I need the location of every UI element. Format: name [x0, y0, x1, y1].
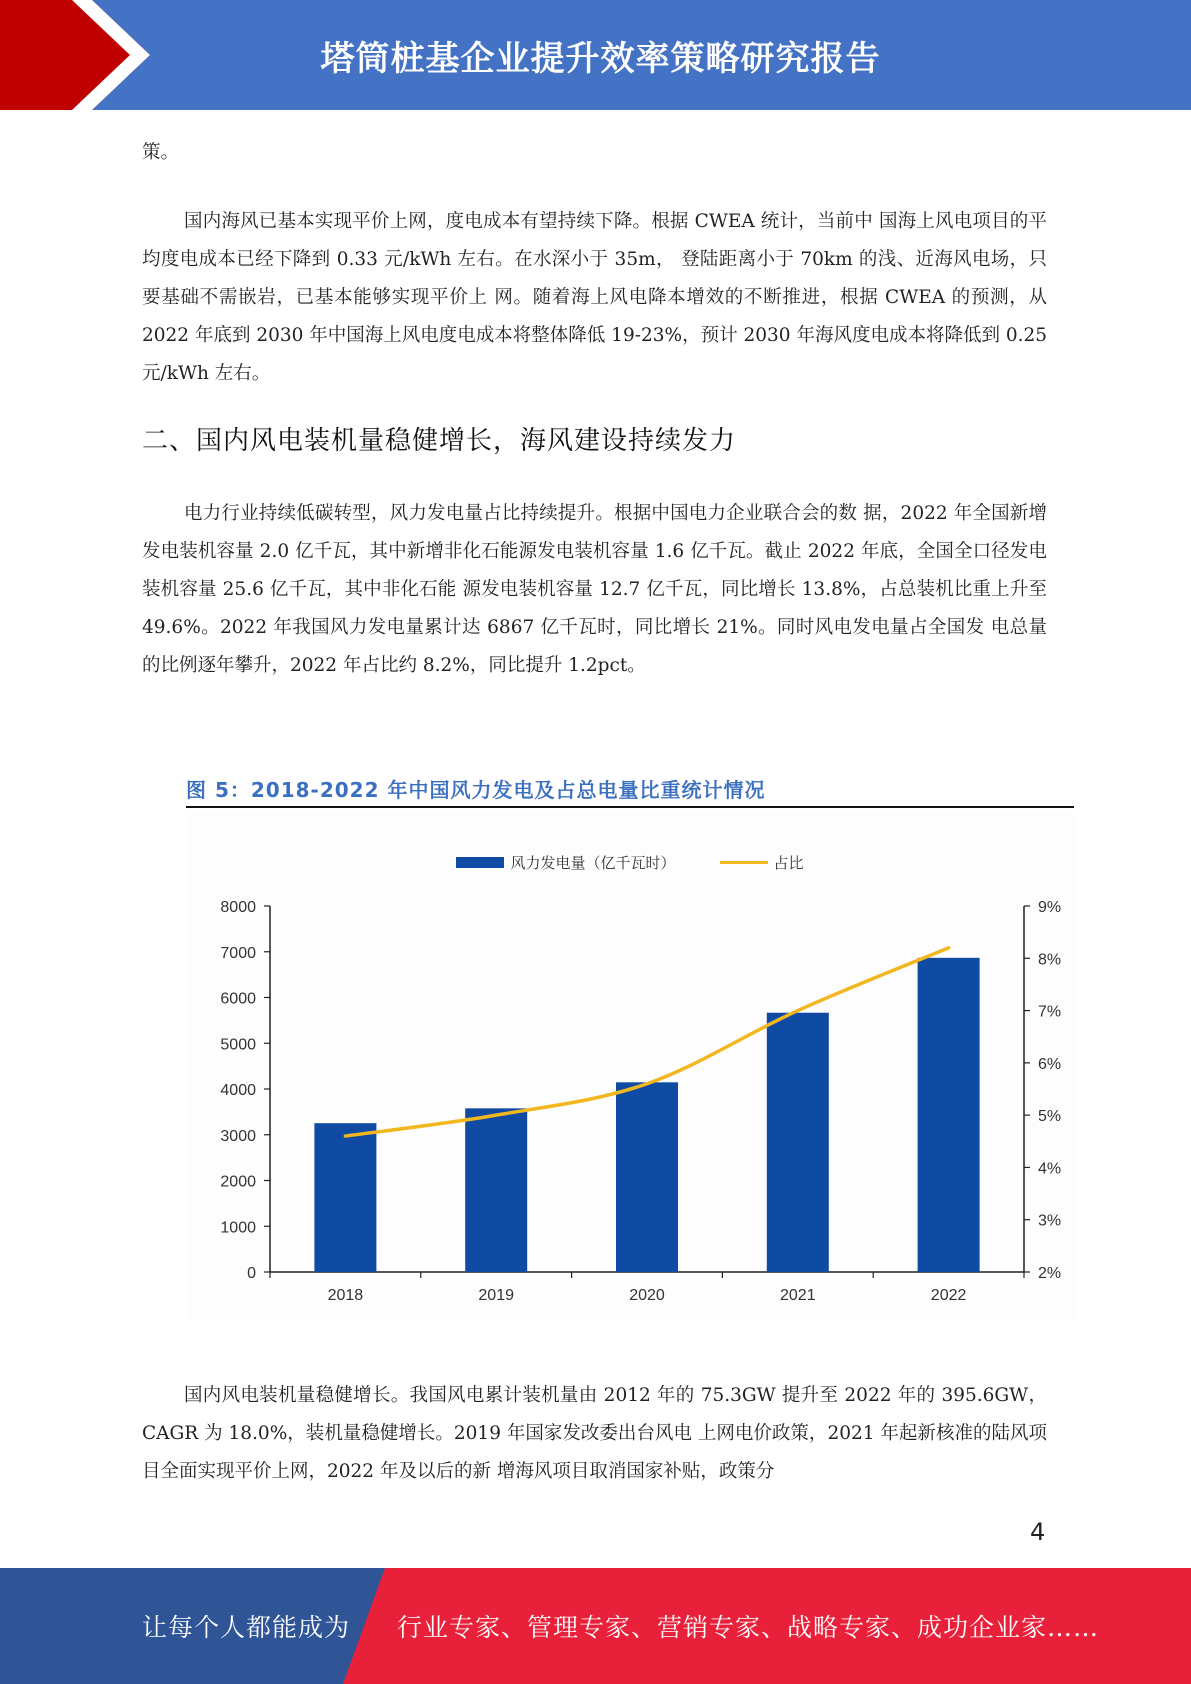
y-right-tick-label: 4% — [1038, 1160, 1062, 1178]
paragraph-installed-capacity: 国内风电装机量稳健增长。我国风电累计装机量由 2012 年的 75.3GW 提升至 2022 年的 395.6GW，CAGR 为 18.0%，装机量稳健增长。2019 年国家发改委出台风电 上网电价政策，2021 年起新核准的陆风项目全面实现平价上网，2022 年及以后的新 增海风项目取消国家补贴，政策分 — [142, 1385, 1047, 1482]
figure-title: 图 5：2018-2022 年中国风力发电及占总电量比重统计情况 — [186, 778, 766, 802]
y-right-tick-label: 6% — [1038, 1055, 1062, 1073]
y-left-tick-label: 1000 — [220, 1219, 256, 1237]
bar-2020 — [616, 1082, 678, 1272]
y-right-tick-label: 7% — [1038, 1003, 1062, 1021]
footer-slogan-right: 行业专家、管理专家、营销专家、战略专家、成功企业家…… — [397, 1613, 1100, 1642]
x-tick-label: 2019 — [478, 1287, 514, 1304]
y-left-tick-label: 4000 — [220, 1082, 256, 1099]
y-right-tick-label: 3% — [1038, 1212, 1062, 1230]
report-title: 塔筒桩基企业提升效率策略研究报告 — [320, 38, 881, 79]
x-tick-label: 2021 — [780, 1287, 816, 1304]
y-left-tick-label: 2000 — [220, 1173, 256, 1191]
paragraph-power-industry: 电力行业持续低碳转型，风力发电量占比持续提升。根据中国电力企业联合会的数 据，2022 年全国新增发电装机容量 2.0 亿千瓦，其中新增非化石能源发电装机容量 1.6 亿千瓦。截止 2022 年底，全国全口径发电装机容量 25.6 亿千瓦，其中非化石能 源发电装机容量 12.7 亿千瓦，同比增长 13.8%，占总装机比重上升至 49.6%。2022 年我国风力发电量累计达 6867 亿千瓦时，同比增长 21%。同时风电发电量占全国发 电总量的比例逐年攀升，2022 年占比约 8.2%，同比提升 1.2pct。 — [142, 503, 1047, 676]
y-right-tick-label: 5% — [1038, 1108, 1062, 1126]
y-right-tick-label: 2% — [1038, 1265, 1062, 1282]
header-red-chevron — [0, 0, 150, 110]
footer-slogan-left: 让每个人都能成为 — [142, 1613, 351, 1642]
x-tick-label: 2018 — [327, 1287, 364, 1304]
chart-canvas — [186, 812, 1074, 1320]
wind-power-chart — [186, 812, 1074, 1320]
legend-label-bar: 风力发电量（亿千瓦时） — [510, 854, 676, 872]
y-left-tick-label: 5000 — [220, 1036, 256, 1054]
section-heading: 二、国内风电装机量稳健增长，海风建设持续发力 — [142, 426, 737, 456]
y-left-tick-label: 8000 — [220, 899, 256, 916]
y-right-tick-label: 8% — [1038, 951, 1062, 969]
bar-2021 — [767, 1013, 829, 1272]
legend-label-line: 占比 — [773, 854, 804, 872]
paragraph-offshore-cost: 国内海风已基本实现平价上网，度电成本有望持续下降。根据 CWEA 统计，当前中 国海上风电项目的平均度电成本已经下降到 0.33 元/kWh 左右。在水深小于 35m， 登陆距离小于 70km 的浅、近海风电场，只要基础不需嵌岩，已基本能够实现平价上 网。随着海上风电降本增效的不断推进，根据 CWEA 的预测，从 2022 年底到 2030 年中国海上风电度电成本将整体降低 19-23%，预计 2030 年海风度电成本将降低到 0.25 元/kWh 左右。 — [142, 211, 1048, 384]
bar-2018 — [314, 1123, 376, 1272]
y-left-tick-label: 3000 — [220, 1127, 256, 1145]
paragraph-continuation: 策。 — [142, 142, 180, 163]
x-tick-label: 2020 — [629, 1287, 665, 1304]
bar-2022 — [918, 958, 980, 1272]
page-footer — [0, 1568, 1191, 1684]
y-left-tick-label: 6000 — [220, 990, 256, 1008]
figure-title-rule — [186, 806, 1074, 808]
page-number: 4 — [1030, 1518, 1046, 1546]
y-right-tick-label: 9% — [1038, 899, 1062, 916]
y-left-tick-label: 0 — [247, 1265, 256, 1282]
page-header — [0, 0, 1191, 110]
x-tick-label: 2022 — [930, 1287, 967, 1304]
bar-2019 — [465, 1108, 527, 1272]
y-left-tick-label: 7000 — [220, 944, 256, 962]
